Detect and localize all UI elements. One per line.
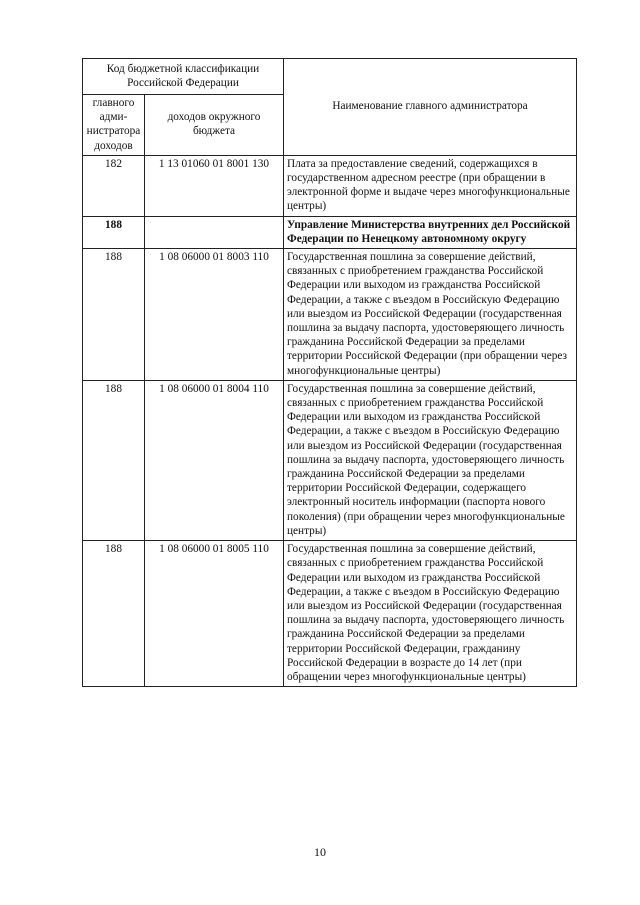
budget-code-cell: 1 13 01060 01 8001 130 [145,155,284,216]
admin-code-cell: 182 [83,155,145,216]
table-row [83,155,577,216]
header-main-administrator: главного адми-нистратора доходов [83,95,145,156]
header-administrator-name: Наименование главного администратора [284,59,577,156]
header-budget-code-group: Код бюджетной классификации Российской Федерации [83,59,284,95]
table-row [83,249,577,381]
table-row [83,541,577,687]
header-district-budget-revenue: доходов окружного бюджета [145,95,284,156]
budget-code-cell: 1 08 06000 01 8003 110 [145,249,284,381]
administrator-name-cell: Государственная пошлина за совершение действий, связанных с приобретением гражданства Российской Федерации или выходом из гражданства Российской Федерации, а также с въездом в Российскую Федерацию или выездом из Российской Федерации (государственная пошлина за выдачу паспорта, удостоверяющего личность гражданина Российской Федерации за пределами территории Российской Федерации (при обращении через многофункциональные центры) [284,249,577,381]
budget-code-cell: 1 08 06000 01 8004 110 [145,380,284,540]
table-row [83,216,577,248]
table-body [83,155,577,686]
page-number: 10 [314,845,326,859]
admin-code-cell: 188 [83,216,145,248]
administrator-name-cell: Государственная пошлина за совершение действий, связанных с приобретением гражданства Российской Федерации или выходом из гражданства Российской Федерации, а также с въездом в Российскую Федерацию или выездом из Российской Федерации (государственная пошлина за выдачу паспорта, удостоверяющего личность гражданина Российской Федерации за пределами территории Российской Федерации, гражданину Российской Федерации в возрасте до 14 лет (при обращении через многофункциональные центры) [284,541,577,687]
budget-code-cell [145,216,284,248]
administrator-name-cell: Государственная пошлина за совершение действий, связанных с приобретением гражданства Российской Федерации или выходом из гражданства Российской Федерации, а также с въездом в Российскую Федерацию или выездом из Российской Федерации (государственная пошлина за выдачу паспорта, удостоверяющего личность гражданина Российской Федерации за пределами территории Российской Федерации, содержащего электронный носитель информации (паспорта нового поколения) (при обращении через многофункциональные центры) [284,380,577,540]
administrator-name-cell: Управление Министерства внутренних дел Российской Федерации по Ненецкому автономному округу [284,216,577,248]
administrator-name-cell: Плата за предоставление сведений, содержащихся в государственном адресном реестре (при обращении в электронной форме и выдаче через многофункциональные центры) [284,155,577,216]
admin-code-cell: 188 [83,380,145,540]
admin-code-cell: 188 [83,249,145,381]
table-row [83,380,577,540]
budget-code-cell: 1 08 06000 01 8005 110 [145,541,284,687]
table-header-row-group [83,59,577,95]
budget-classification-table [82,58,577,687]
admin-code-cell: 188 [83,541,145,687]
